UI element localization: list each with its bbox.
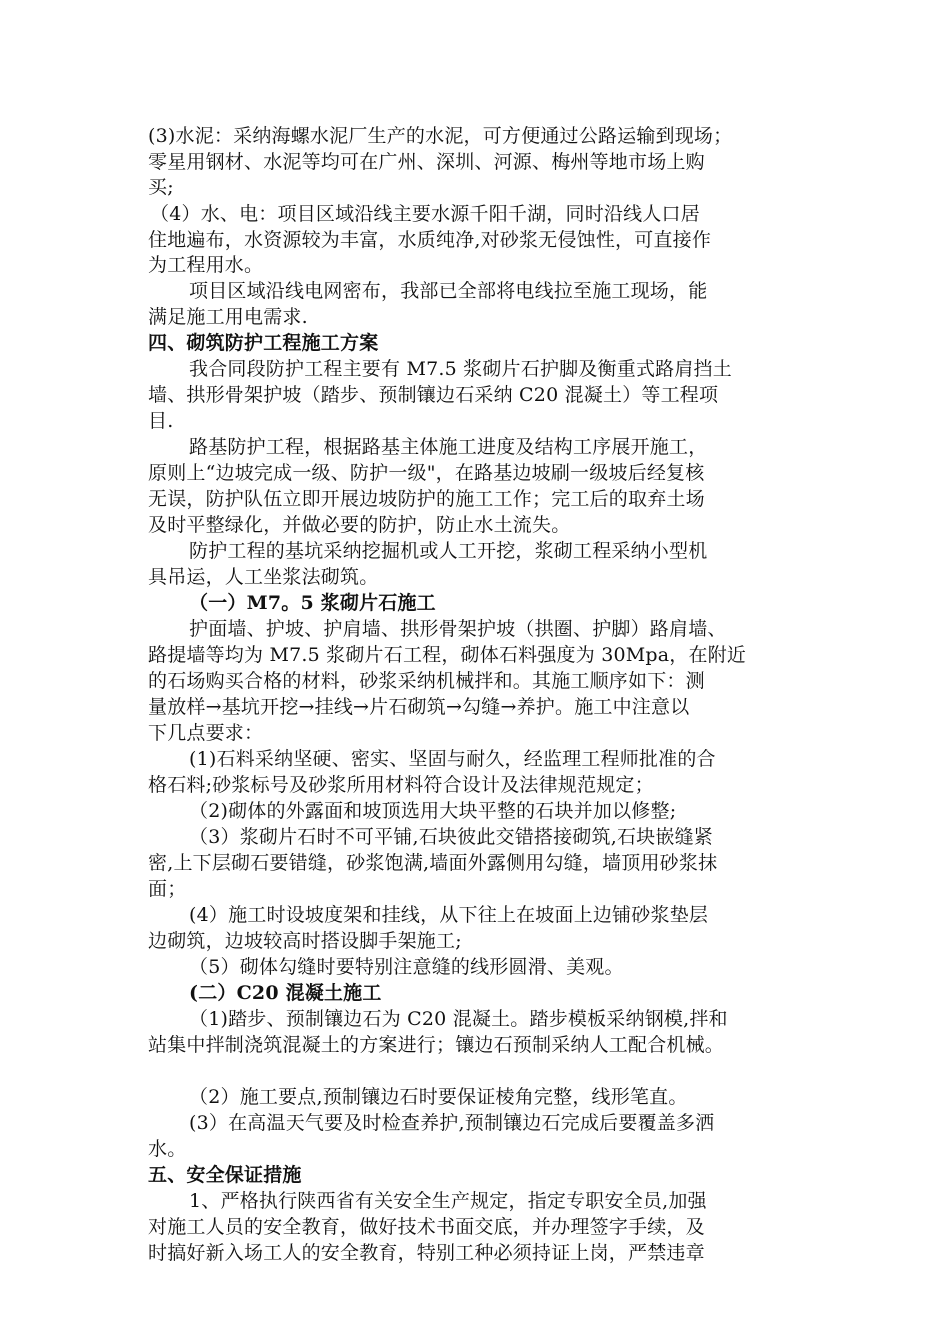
text-line: 量放样→基坑开挖→挂线→片石砌筑→勾缝→养护。施工中注意以 <box>148 696 690 718</box>
text-line: 墙、拱形骨架护坡（踏步、预制镶边石采纳 C20 混凝土）等工程项 <box>148 384 719 406</box>
text-line: 下几点要求： <box>148 722 264 744</box>
text-line: 路提墙等均为 M7.5 浆砌片石工程，砌体石料强度为 30Mpa，在附近 <box>148 644 747 666</box>
text-line: (3）在高温天气要及时检查养护,预制镶边石完成后要覆盖多洒 <box>189 1112 715 1134</box>
text-line: 时搞好新入场工人的安全教育，特别工种必须持证上岗，严禁违章 <box>148 1242 705 1264</box>
text-line: （2）施工要点,预制镶边石时要保证棱角完整，线形笔直。 <box>189 1086 688 1108</box>
text-line: (3)水泥：采纳海螺水泥厂生产的水泥，可方便通过公路运输到现场； <box>148 125 733 147</box>
text-line: 水。 <box>148 1138 187 1160</box>
text-line: 住地遍布，水资源较为丰富，水质纯净,对砂浆无侵蚀性，可直接作 <box>148 229 712 251</box>
text-line: 具吊运，人工坐浆法砌筑。 <box>148 566 379 588</box>
text-line: (4）施工时设坡度架和挂线，从下往上在坡面上边铺砂浆垫层 <box>189 904 709 926</box>
text-line: 项目区域沿线电网密布，我部已全部将电线拉至施工现场，能 <box>189 280 708 302</box>
text-line: 边砌筑，边坡较高时搭设脚手架施工; <box>148 930 462 952</box>
text-line: 我合同段防护工程主要有 M7.5 浆砌片石护脚及衡重式路肩挡土 <box>189 358 732 380</box>
text-line: 及时平整绿化，并做必要的防护，防止水土流失。 <box>148 514 571 536</box>
text-line: 零星用钢材、水泥等均可在广州、深圳、河源、梅州等地市场上购 <box>148 151 705 173</box>
text-line: 原则上“边坡完成一级、防护一级"，在路基边坡刷一级坡后经复核 <box>148 462 705 484</box>
text-line: 护面墙、护坡、护肩墙、拱形骨架护坡（拱圈、护脚）路肩墙、 <box>189 618 727 640</box>
text-line: 无误，防护队伍立即开展边坡防护的施工工作；完工后的取弃土场 <box>148 488 705 510</box>
text-line: （3）浆砌片石时不可平铺,石块彼此交错搭接砌筑,石块嵌缝紧 <box>189 826 713 848</box>
text-line: 面； <box>148 878 187 900</box>
text-line: （4）水、电：项目区域沿线主要水源千阳千湖，同时沿线人口居 <box>150 203 700 225</box>
section-heading: 五、安全保证措施 <box>148 1164 302 1186</box>
text-line: 买; <box>148 176 174 198</box>
text-line: （5）砌体勾缝时要特别注意缝的线形圆滑、美观。 <box>189 956 624 978</box>
subsection-heading: (二）C20 混凝土施工 <box>189 982 382 1004</box>
subsection-heading: （一）M7。5 浆砌片石施工 <box>189 592 436 614</box>
text-line: （2)砌体的外露面和坡顶选用大块平整的石块并加以修整; <box>189 800 677 822</box>
text-line: 站集中拌制浇筑混凝土的方案进行；镶边石预制采纳人工配合机械。 <box>148 1034 725 1056</box>
text-line: 格石料;砂浆标号及砂浆所用材料符合设计及法律规范规定； <box>148 774 654 796</box>
text-line: 路基防护工程，根据路基主体施工进度及结构工序展开施工， <box>189 436 708 458</box>
section-heading: 四、砌筑防护工程施工方案 <box>148 332 379 354</box>
text-line: 对施工人员的安全教育，做好技术书面交底，并办理签字手续，及 <box>148 1216 705 1238</box>
text-line: 满足施工用电需求. <box>148 306 308 328</box>
text-line: 防护工程的基坑采纳挖掘机或人工开挖，浆砌工程采纳小型机 <box>189 540 708 562</box>
text-line: 目. <box>148 410 174 432</box>
text-line: 的石场购买合格的材料，砂浆采纳机械拌和。其施工顺序如下：测 <box>148 670 705 692</box>
text-line: （1)踏步、预制镶边石为 C20 混凝土。踏步模板采纳钢模,拌和 <box>189 1008 728 1030</box>
text-line: 密,上下层砌石要错缝，砂浆饱满,墙面外露侧用勾缝，墙顶用砂浆抹 <box>148 852 718 874</box>
text-line: 为工程用水。 <box>148 254 264 276</box>
text-line: 1、严格执行陕西省有关安全生产规定，指定专职安全员,加强 <box>189 1190 707 1212</box>
text-line: (1)石料采纳坚硬、密实、坚固与耐久，经监理工程师批准的合 <box>189 748 716 770</box>
